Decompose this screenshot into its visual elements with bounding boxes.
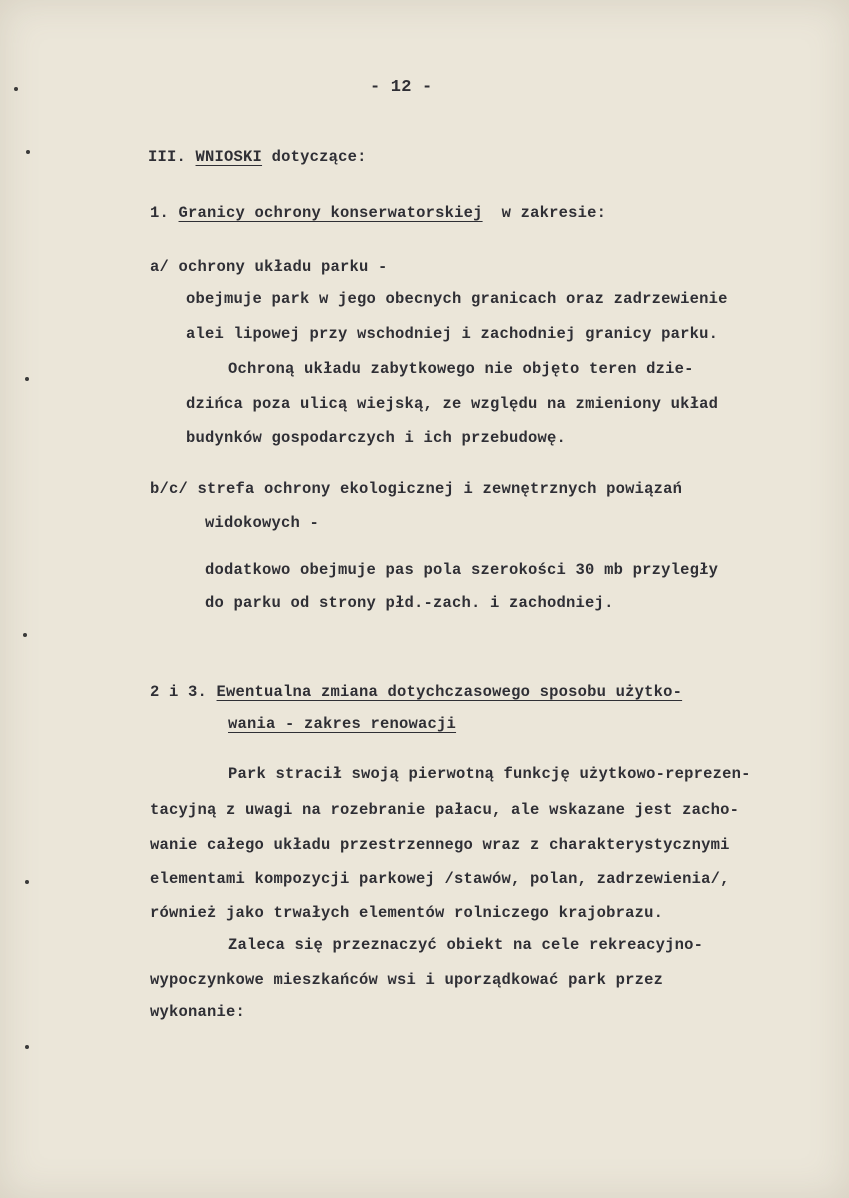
- point23-title-line1: Ewentualna zmiana dotychczasowego sposobu użytko-: [216, 683, 683, 701]
- point-a-label: a/ ochrony układu parku -: [150, 258, 388, 276]
- point-a-line: Ochroną układu zabytkowego nie objęto teren dzie-: [228, 360, 694, 378]
- point1-title-underlined: Granicy ochrony konserwatorskiej: [178, 204, 483, 222]
- scan-speck: [23, 633, 27, 637]
- section-prefix: III.: [148, 148, 187, 166]
- scan-speck: [25, 880, 29, 884]
- paragraph2-line: wypoczynkowe mieszkańców wsi i uporządkować park przez: [150, 971, 664, 989]
- section-heading: [148, 148, 367, 166]
- point-a-line: alei lipowej przy wschodniej i zachodniej granicy parku.: [186, 325, 719, 343]
- page-number: - 12 -: [370, 78, 433, 97]
- point23-title-line2: wania - zakres renowacji: [228, 715, 457, 733]
- paragraph1-line: Park stracił swoją pierwotną funkcję użytkowo-reprezen-: [228, 765, 751, 783]
- point-bc-line: do parku od strony płd.-zach. i zachodniej.: [205, 594, 614, 612]
- paragraph2-line: Zaleca się przeznaczyć obiekt na cele rekreacyjno-: [228, 936, 704, 954]
- scan-speck: [25, 377, 29, 381]
- paragraph1-line: również jako trwałych elementów rolniczego krajobrazu.: [150, 904, 664, 922]
- point-a-line: budynków gospodarczych i ich przebudowę.: [186, 429, 567, 447]
- paragraph1-line: wanie całego układu przestrzennego wraz z charakterystycznymi: [150, 836, 730, 854]
- point-bc-label: b/c/ strefa ochrony ekologicznej i zewnętrznych powiązań: [150, 480, 683, 498]
- point-bc-line: dodatkowo obejmuje pas pola szerokości 30 mb przyległy: [205, 561, 719, 579]
- point23-number: 2 i 3.: [150, 683, 208, 701]
- scan-speck: [26, 150, 30, 154]
- point23-heading: [150, 683, 682, 701]
- scan-speck: [14, 87, 18, 91]
- scan-speck: [25, 1045, 29, 1049]
- point-a-line: dzińca poza ulicą wiejską, ze względu na zmieniony układ: [186, 395, 719, 413]
- paragraph1-line: tacyjną z uwagi na rozebranie pałacu, ale wskazane jest zacho-: [150, 801, 740, 819]
- point1-title-rest: w zakresie:: [501, 204, 607, 222]
- point1-number: 1.: [150, 204, 170, 222]
- section-heading-rest: dotyczące:: [271, 148, 367, 166]
- paragraph2-line: wykonanie:: [150, 1003, 246, 1021]
- point1-heading: [150, 204, 606, 222]
- point-bc-label-cont: widokowych -: [205, 514, 320, 532]
- paragraph1-line: elementami kompozycji parkowej /stawów, polan, zadrzewienia/,: [150, 870, 730, 888]
- section-heading-underlined: WNIOSKI: [195, 148, 263, 166]
- point-a-line: obejmuje park w jego obecnych granicach oraz zadrzewienie: [186, 290, 728, 308]
